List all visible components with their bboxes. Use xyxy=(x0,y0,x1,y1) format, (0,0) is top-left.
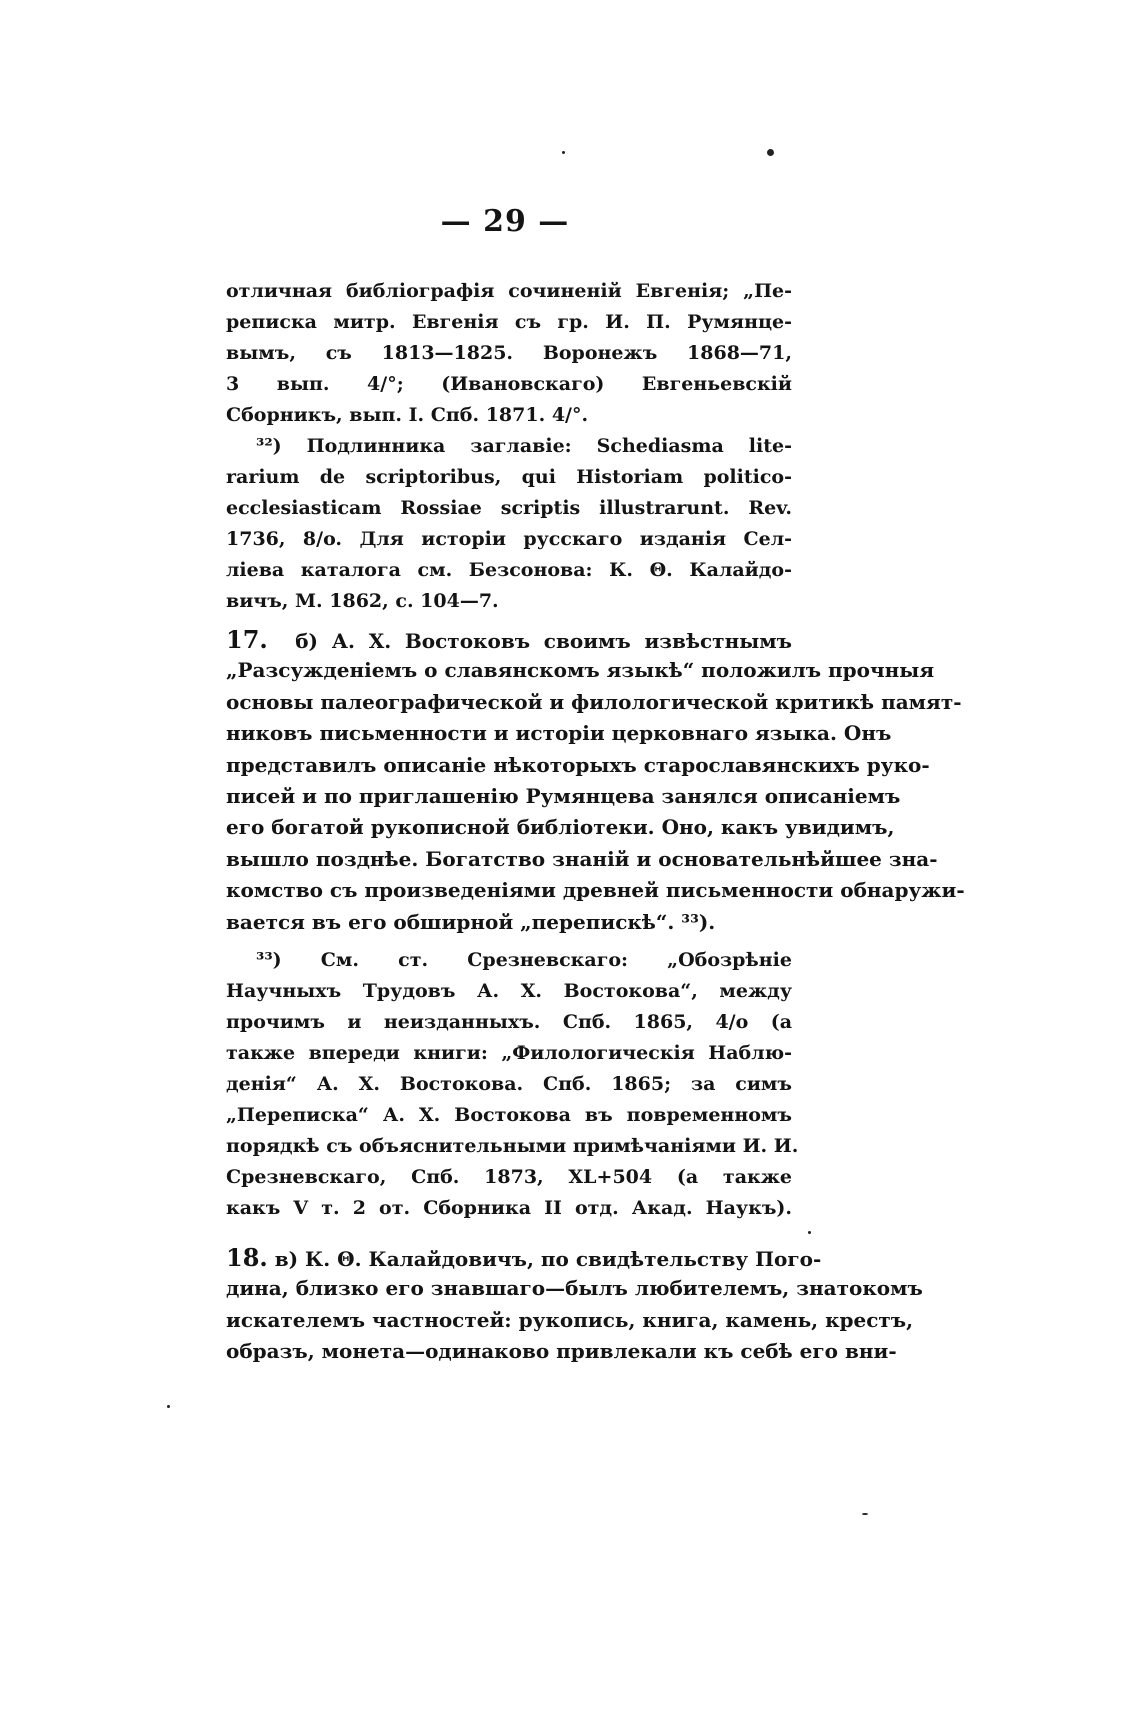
text-line: комство съ произведеніями древней письменности обнаружи- xyxy=(226,878,965,903)
text-line: дина, близко его знавшаго—былъ любителемъ, знатокомъ xyxy=(226,1276,923,1301)
text-line: прочимъ и неизданныхъ. Спб. 1865, 4/o (а xyxy=(226,1010,792,1033)
text-line: вышло позднѣе. Богатство знаній и основательнѣйшее зна- xyxy=(226,846,938,871)
text-line: никовъ письменности и исторіи церковнаго языка. Онъ xyxy=(226,721,892,746)
text-line: денія“ А. Х. Востокова. Спб. 1865; за симъ xyxy=(226,1072,792,1095)
text-line: ³²) Подлинника заглавіе: Schediasma lite- xyxy=(256,435,792,457)
text-line: образъ, монета—одинаково привлекали къ себѣ его вни- xyxy=(226,1339,897,1364)
section-number: 17. xyxy=(226,625,268,654)
text-line: 1736, 8/o. Для исторіи русскаго изданія Сел- xyxy=(226,528,792,550)
text-line: отличная библіографія сочиненій Евгенія; „Пе- xyxy=(226,280,792,302)
scan-speck xyxy=(808,1231,811,1234)
text-line: „Переписка“ А. Х. Востокова въ повременномъ xyxy=(226,1103,792,1126)
text-line: 3 вып. 4/°; (Ивановскаго) Евгеньевскій xyxy=(226,373,792,395)
text-line: писей и по приглашенію Румянцева занялся описаніемъ xyxy=(226,783,901,808)
text-line: искателемъ частностей: рукопись, книга, камень, крестъ, xyxy=(226,1307,914,1332)
text-line: порядкѣ съ объяснительными примѣчаніями И. И. xyxy=(226,1134,799,1157)
page-number: — 29 — xyxy=(440,204,570,239)
text-line: представилъ описаніе нѣкоторыхъ старославянскихъ руко- xyxy=(226,752,930,777)
text-line: ліева каталога см. Безсонова: К. Θ. Калайдо- xyxy=(226,559,792,581)
section-lead: б) А. Х. Востоковъ своимъ извѣстнымъ xyxy=(295,629,792,653)
text-line: Научныхъ Трудовъ А. Х. Востокова“, между xyxy=(226,979,792,1002)
text-line: Сборникъ, вып. I. Спб. 1871. 4/°. xyxy=(226,404,589,426)
text-line: ³³) См. ст. Срезневскаго: „Обозрѣніе xyxy=(256,948,792,971)
footnote-33 xyxy=(226,945,799,1224)
text-line: его богатой рукописной библіотеки. Оно, какъ увидимъ, xyxy=(226,815,895,840)
scan-speck xyxy=(562,151,565,154)
section-lead: в) К. Θ. Калайдовичъ, по свидѣтельству Пого- xyxy=(274,1246,822,1271)
page-text xyxy=(226,276,965,1367)
text-line xyxy=(226,624,792,655)
text-line: „Разсужденіемъ о славянскомъ языкѣ“ положилъ прочныя xyxy=(226,658,935,683)
footnote-continuation xyxy=(226,276,792,431)
footnote-32 xyxy=(226,431,792,617)
text-line: основы палеографической и филологической критикѣ памят- xyxy=(226,689,962,714)
text-line: вается въ его обширной „перепискѣ“. ³³). xyxy=(226,909,716,934)
text-line: какъ V т. 2 от. Сборника II отд. Акад. Наукъ). xyxy=(226,1196,792,1219)
text-line: реписка митр. Евгенія съ гр. И. П. Румянце- xyxy=(226,311,792,333)
text-line xyxy=(226,1242,822,1273)
text-line: Срезневскаго, Спб. 1873, XL+504 (а также xyxy=(226,1165,792,1188)
scan-speck xyxy=(767,149,774,156)
text-line: вымъ, съ 1813—1825. Воронежъ 1868—71, xyxy=(226,342,792,364)
scan-speck xyxy=(167,1405,170,1408)
section-18 xyxy=(226,1242,923,1368)
scan-speck xyxy=(862,1513,868,1515)
text-line: ecclesiasticam Rossiae scriptis illustrarunt. Rev. xyxy=(226,497,792,519)
section-17 xyxy=(226,624,965,938)
section-number: 18. xyxy=(226,1242,268,1272)
text-line: вичъ, М. 1862, с. 104—7. xyxy=(226,590,499,612)
text-line: также впереди книги: „Филологическія Наблю- xyxy=(226,1041,792,1064)
text-line: rarium de scriptoribus, qui Historiam politico- xyxy=(226,466,792,488)
